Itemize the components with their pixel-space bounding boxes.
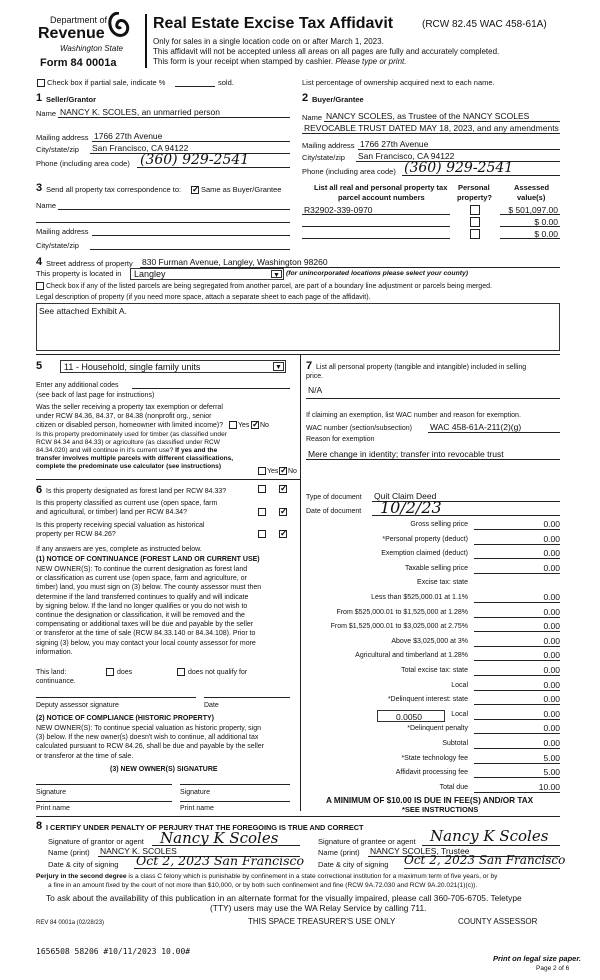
current-use-yes-checkbox[interactable] bbox=[258, 508, 266, 516]
tax-row-label: *State technology fee bbox=[401, 754, 468, 762]
q-exemption-2: under RCW 84.36, 84.37, or 84.38 (nonprofit org., senior bbox=[36, 413, 212, 420]
exemption-no-checkbox[interactable] bbox=[251, 421, 259, 429]
chevron-down-icon[interactable]: ▼ bbox=[273, 362, 284, 371]
local-rate-field[interactable] bbox=[377, 710, 445, 722]
additional-codes-label: Enter any additional codes bbox=[36, 382, 119, 389]
form-statute: (RCW 82.45 WAC 458-61A) bbox=[422, 19, 547, 30]
new-owner-print-2[interactable] bbox=[180, 801, 290, 802]
street-field[interactable]: 830 Furman Avenue, Langley, Washington 98260 bbox=[142, 257, 328, 267]
deputy-date-field[interactable] bbox=[204, 697, 290, 698]
historic-yes-checkbox[interactable] bbox=[258, 530, 266, 538]
segregated-checkbox[interactable] bbox=[36, 282, 44, 290]
notice-continuance-title: (1) NOTICE OF CONTINUANCE (FOREST LAND OR CURRENT USE) bbox=[36, 556, 260, 563]
q-timber-3b: If yes and the bbox=[175, 447, 218, 454]
grantor-name-field[interactable]: NANCY K. SCOLES bbox=[100, 846, 177, 856]
print-legal-note: Print on legal size paper. bbox=[493, 954, 581, 963]
does-label: does bbox=[117, 669, 133, 676]
print-name-label: Print name bbox=[180, 805, 214, 812]
recording-stamp: 1656508 58206 #10/11/2023 10.00# bbox=[36, 947, 191, 956]
doc-date-field[interactable]: 10/2/23 bbox=[380, 498, 442, 517]
historic-no-checkbox[interactable] bbox=[279, 530, 287, 538]
tax-row-field[interactable] bbox=[474, 690, 560, 691]
q-exemption-3: citizen or disabled person, homeowner with limited income)? bbox=[36, 422, 224, 429]
timber-no-checkbox[interactable] bbox=[279, 467, 287, 475]
reason-label: Reason for exemption bbox=[306, 436, 375, 443]
personal-property-checkbox[interactable] bbox=[470, 229, 480, 239]
tax-row-label: *Personal property (deduct) bbox=[382, 535, 468, 543]
new-owner-signature-1[interactable] bbox=[36, 784, 172, 785]
revision-number: REV 84 0001a (02/28/23) bbox=[36, 920, 105, 926]
partial-sale-label: Check box if partial sale, indicate % bbox=[47, 78, 166, 87]
deputy-signature-field[interactable] bbox=[36, 697, 196, 698]
notice-continuance-line: compensating or additional taxes will be due and payable by the seller bbox=[36, 621, 254, 629]
section-7-text2: price. bbox=[306, 373, 324, 380]
seller-mail-label: Mailing address bbox=[36, 133, 89, 142]
notice-continuance-line: determine if the land transferred continues to qualify and will indicate bbox=[36, 593, 249, 601]
notice-compliance-title: (2) NOTICE OF COMPLIANCE (HISTORIC PROPERTY) bbox=[36, 715, 214, 722]
header-note-3: This form is your receipt when stamped by cashier. bbox=[153, 57, 334, 66]
section-3-city-label: City/state/zip bbox=[36, 241, 79, 250]
doc-type-field[interactable]: Quit Claim Deed bbox=[374, 491, 437, 501]
tax-row-value: 0.00 bbox=[543, 708, 560, 719]
tax-row-field[interactable] bbox=[474, 646, 560, 647]
partial-sale-checkbox[interactable] bbox=[37, 79, 45, 87]
new-owner-signature-2[interactable] bbox=[180, 784, 290, 785]
tax-row-label: Local bbox=[451, 681, 468, 689]
certify-statement: I CERTIFY UNDER PENALTY OF PERJURY THAT THE FOREGOING IS TRUE AND CORRECT bbox=[46, 823, 364, 832]
parcels-col-2b: property? bbox=[457, 193, 493, 202]
buyer-name-label: Name bbox=[302, 113, 323, 122]
tax-row-field[interactable] bbox=[474, 573, 560, 574]
tax-row-field[interactable] bbox=[474, 558, 560, 559]
section-3-mail-field[interactable] bbox=[92, 235, 290, 236]
notice-continuance-line: or classification as current use (open space, farm and agriculture, or bbox=[36, 575, 247, 583]
form-number: Form 84 0001a bbox=[40, 57, 117, 69]
located-label: This property is located in bbox=[36, 269, 122, 278]
tax-row-field[interactable] bbox=[474, 602, 560, 603]
tax-row-value: 5.00 bbox=[543, 752, 560, 763]
legal-description-text: See attached Exhibit A. bbox=[39, 306, 127, 316]
notice-continuance-line: NEW OWNER(S): To continue the current designation as forest land bbox=[36, 566, 248, 573]
notice-continuance-line: timber) land, you must sign on (3) below. The county assessor must then bbox=[36, 584, 262, 592]
exemption-label: If claiming an exemption, list WAC number and reason for exemption. bbox=[306, 412, 521, 419]
section-4-number: 4 bbox=[36, 256, 43, 268]
q-timber-5: complete the predominate use calculator (see instructions) bbox=[36, 463, 222, 470]
tax-row-label: Agricultural and timberland at 1.28% bbox=[355, 652, 468, 660]
section-8-number: 8 bbox=[36, 820, 43, 832]
buyer-city-field[interactable]: San Francisco, CA 94122 bbox=[358, 151, 455, 161]
tax-row-label: Less than $525,000.01 at 1.1% bbox=[371, 594, 468, 601]
q-timber-1: Is this property predominately used for timber (as classified under bbox=[36, 431, 227, 438]
parcels-col-1: List all real and personal property tax bbox=[314, 183, 448, 192]
same-as-buyer-checkbox[interactable] bbox=[191, 186, 199, 194]
section-7-number: 7 bbox=[306, 360, 313, 372]
tax-row-label: Total due bbox=[439, 783, 468, 791]
page-number: Page 2 of 6 bbox=[536, 965, 570, 972]
county-assessor-label: COUNTY ASSESSOR bbox=[458, 917, 538, 926]
partial-sale-percent[interactable] bbox=[175, 86, 215, 87]
grantee-signature-field[interactable]: Nancy K Scoles bbox=[430, 827, 549, 845]
buyer-mail-field[interactable]: 1766 27th Avenue bbox=[360, 139, 429, 149]
wac-field[interactable]: WAC 458-61A-211(2)(g) bbox=[430, 422, 522, 432]
grantee-sig-label: Signature of grantee or agent bbox=[318, 837, 416, 846]
does-not-label: does not qualify for bbox=[188, 669, 248, 676]
tax-row-label: Local bbox=[451, 710, 468, 718]
seller-name-field[interactable]: NANCY K. SCOLES, an unmarried person bbox=[60, 107, 220, 117]
minimum-due-note: A MINIMUM OF $10.00 IS DUE IN FEE(S) AND/OR TAX bbox=[326, 796, 534, 805]
section-3-number: 3 bbox=[36, 182, 43, 194]
same-as-buyer-label: Same as Buyer/Grantee bbox=[201, 185, 282, 194]
dor-logo bbox=[36, 12, 136, 70]
does-checkbox[interactable] bbox=[106, 668, 114, 676]
grantor-date-label: Date & city of signing bbox=[48, 860, 119, 869]
tax-row-field[interactable] bbox=[474, 617, 560, 618]
deputy-date-label: Date bbox=[204, 702, 219, 709]
yes-label: Yes bbox=[238, 422, 250, 429]
q-timber-4: transfer involves multiple parcels with different classifications, bbox=[36, 455, 234, 462]
grantor-date-field[interactable]: Oct 2, 2023 San Francisco bbox=[136, 853, 305, 868]
continuance-label: continuance. bbox=[36, 678, 76, 685]
tax-row-value: 0.00 bbox=[543, 519, 560, 529]
grantor-signature-field[interactable]: Nancy K Scoles bbox=[160, 829, 279, 847]
tax-row-field[interactable] bbox=[474, 748, 560, 749]
grantor-sig-label: Signature of grantor or agent bbox=[48, 837, 144, 846]
notice-continuance-line: by signing below. If the land no longer qualifies or you do not wish to bbox=[36, 602, 248, 610]
tax-row-label: Taxable selling price bbox=[404, 564, 468, 572]
tax-row-label: From $1,525,000.01 to $3,025,000 at 2.75% bbox=[330, 623, 468, 631]
tax-row-field[interactable] bbox=[474, 675, 560, 676]
parcel-number-field[interactable] bbox=[302, 238, 450, 239]
dor-swirl-icon bbox=[108, 12, 130, 38]
header-note-3-em: Please type or print. bbox=[335, 57, 407, 66]
tax-row-value: 0.00 bbox=[543, 621, 560, 632]
forest-yes-checkbox[interactable] bbox=[258, 485, 266, 493]
parcels-col-3: Assessed bbox=[514, 183, 550, 192]
tax-row-value: 0.00 bbox=[543, 562, 560, 573]
tax-row-value: 10.00 bbox=[538, 781, 560, 792]
perjury-bold: Perjury in the second degree bbox=[36, 873, 127, 880]
dept-of-text: Department of bbox=[50, 15, 108, 25]
buyer-name-field-2[interactable]: REVOCABLE TRUST DATED MAY 18, 2023, and any amendments bbox=[304, 123, 559, 133]
assessed-value-field[interactable]: $ 0.00 bbox=[534, 217, 558, 227]
additional-codes-field[interactable] bbox=[132, 388, 290, 389]
if-yes-note: If any answers are yes, complete as instructed below. bbox=[36, 546, 202, 553]
section-3-mail-label: Mailing address bbox=[36, 227, 89, 236]
doc-type-label: Type of document bbox=[306, 494, 362, 501]
q-timber-2: RCW 84.34 and 84.33) or agriculture (as classified under RCW bbox=[36, 439, 220, 446]
notice-compliance-line: NEW OWNER(S): To continue special valuation as historic property, sign bbox=[36, 725, 261, 732]
revenue-text: Revenue bbox=[38, 25, 105, 42]
seller-mail-field[interactable]: 1766 27th Avenue bbox=[94, 131, 163, 141]
signature-label: Signature bbox=[180, 789, 210, 796]
seller-phone-label: Phone (including area code) bbox=[36, 159, 130, 168]
street-label: Street address of property bbox=[46, 259, 133, 268]
state-text: Washington State bbox=[60, 44, 124, 53]
q-timber-3: 84.34.020) and will continue in it's current use? bbox=[36, 447, 174, 454]
section-6-number: 6 bbox=[36, 484, 43, 496]
no-label: No bbox=[288, 468, 297, 475]
wac-label: WAC number (section/subsection) bbox=[306, 425, 412, 432]
tax-row-label: Total excise tax: state bbox=[401, 667, 468, 674]
notice-compliance-line: (3) below. If the new owner(s) doesn't wish to continue, all additional tax bbox=[36, 734, 259, 742]
ownership-note: List percentage of ownership acquired next to each name. bbox=[302, 78, 495, 87]
tax-row-value: 0.00 bbox=[543, 635, 560, 646]
notice-compliance-line: calculated pursuant to RCW 84.26, shall be due and payable by the seller bbox=[36, 743, 265, 751]
section-5-number: 5 bbox=[36, 360, 43, 372]
signature-label: Signature bbox=[36, 789, 66, 796]
q-forest: Is this property designated as forest land per RCW 84.33? bbox=[46, 488, 227, 495]
tax-row-value: 0.00 bbox=[543, 665, 560, 675]
timber-yes-checkbox[interactable] bbox=[258, 467, 266, 475]
section-3-city-field[interactable] bbox=[90, 249, 290, 250]
legal-label: Legal description of property (if you need more space, attach a separate sheet to each page of the affidavit). bbox=[36, 294, 371, 301]
parcels-col-1b: parcel account numbers bbox=[338, 193, 425, 202]
buyer-heading: Buyer/Grantee bbox=[312, 95, 364, 104]
section-7-text: List all personal property (tangible and intangible) included in selling bbox=[316, 364, 527, 371]
perjury-line-1: is a class C felony which is punishable by confinement in a state correctional institution for a maximum term of five years, or by bbox=[128, 873, 498, 880]
section-3-name-field[interactable] bbox=[58, 209, 290, 210]
section-3-name-label: Name bbox=[36, 201, 57, 210]
print-name-label: Print name bbox=[36, 805, 70, 812]
buyer-phone-label: Phone (including area code) bbox=[302, 167, 396, 176]
use-code-value: 11 - Household, single family units bbox=[64, 362, 201, 372]
tax-row-label: Subtotal bbox=[442, 740, 468, 747]
current-use-no-checkbox[interactable] bbox=[279, 508, 287, 516]
doc-date-label: Date of document bbox=[306, 508, 362, 515]
new-owner-signature-title: (3) NEW OWNER(S) SIGNATURE bbox=[110, 766, 218, 773]
tax-row-value: 0.00 bbox=[543, 650, 560, 661]
tax-row-field[interactable] bbox=[474, 763, 560, 764]
legal-description-field[interactable] bbox=[36, 303, 560, 351]
tax-row-field[interactable] bbox=[474, 660, 560, 661]
reason-field[interactable]: Mere change in identity; transfer into revocable trust bbox=[308, 449, 504, 459]
seller-heading: Seller/Grantor bbox=[46, 95, 97, 104]
q-historic-1: Is this property receiving special valuation as historical bbox=[36, 522, 205, 529]
grantee-date-label: Date & city of signing bbox=[318, 860, 389, 869]
location-select-value: Langley bbox=[134, 269, 166, 279]
tax-row-value: 0.00 bbox=[543, 738, 560, 748]
see-instructions: *SEE INSTRUCTIONS bbox=[402, 805, 479, 814]
tax-row-label: From $525,000.01 to $1,525,000 at 1.28% bbox=[336, 608, 468, 616]
notice-continuance-line: continue the designation or classification, it will be removed and the bbox=[36, 612, 245, 619]
no-label: No bbox=[260, 422, 269, 429]
this-land-label: This land: bbox=[36, 669, 67, 676]
tax-row-field[interactable] bbox=[474, 544, 560, 545]
q-exemption-1: Was the seller receiving a property tax exemption or deferral bbox=[36, 404, 223, 411]
yes-label: Yes bbox=[267, 468, 279, 475]
tax-row-field[interactable] bbox=[474, 792, 560, 793]
see-back-note: (see back of last page for instructions) bbox=[36, 392, 155, 399]
notice-continuance-line: signing (3) below, you may contact your local county assessor for more bbox=[36, 639, 256, 647]
buyer-section-number: 2 bbox=[302, 92, 309, 104]
located-note: (for unincorporated locations please select your county) bbox=[286, 270, 469, 277]
q-historic-2: property per RCW 84.26? bbox=[36, 531, 116, 538]
tax-row-field[interactable] bbox=[474, 631, 560, 632]
tax-row-label: *Delinquent interest: state bbox=[387, 696, 468, 704]
section-3-text: Send all property tax correspondence to: bbox=[46, 185, 182, 194]
q-current-use-2: and agricultural, or timber) land per RCW 84.34? bbox=[36, 509, 187, 516]
parcel-number-text: R32902-339-0970 bbox=[304, 205, 373, 215]
personal-property-checkbox[interactable] bbox=[470, 217, 480, 227]
seller-city-field[interactable]: San Francisco, CA 94122 bbox=[92, 143, 189, 153]
notice-compliance-line: or transferor at the time of sale. bbox=[36, 752, 134, 760]
tax-row-label: Above $3,025,000 at 3% bbox=[391, 637, 468, 645]
header-note-2: This affidavit will not be accepted unless all areas on all pages are fully and accurately completed. bbox=[153, 47, 500, 56]
buyer-city-label: City/state/zip bbox=[302, 153, 345, 162]
tax-row-label: Affidavit processing fee bbox=[395, 769, 468, 777]
alt-format-line-2: (TTY) users may use the WA Relay Service by calling 711. bbox=[210, 903, 427, 913]
q-current-use-1: Is this property classified as current use (open space, farm bbox=[36, 500, 218, 507]
grantor-name-label: Name (print) bbox=[48, 848, 90, 857]
tax-row-value: 5.00 bbox=[543, 767, 560, 778]
tax-row-field[interactable] bbox=[474, 704, 560, 705]
seller-city-label: City/state/zip bbox=[36, 145, 79, 154]
local-rate-value: 0.0050 bbox=[396, 712, 422, 722]
personal-property-field[interactable]: N/A bbox=[308, 385, 323, 395]
tax-row-value: 0.00 bbox=[543, 679, 560, 690]
partial-sale-sold: sold. bbox=[218, 78, 234, 87]
notice-continuance-line: or transferor at the time of sale (RCW 84.33.140 or 84.34.108). Prior to bbox=[36, 630, 256, 638]
grantee-date-field[interactable]: Oct 2, 2023 San Francisco bbox=[404, 853, 566, 867]
form-title: Real Estate Excise Tax Affidavit bbox=[153, 15, 394, 32]
personal-property-checkbox[interactable] bbox=[470, 205, 480, 215]
notice-continuance-line: information. bbox=[36, 648, 73, 656]
tax-row-field[interactable] bbox=[474, 529, 560, 530]
forest-no-checkbox[interactable] bbox=[279, 485, 287, 493]
tax-row-value: 0.00 bbox=[543, 694, 560, 705]
tax-row-value: 0.00 bbox=[543, 592, 560, 602]
tax-row-value: 0.00 bbox=[543, 606, 560, 617]
parcels-col-2: Personal bbox=[458, 183, 490, 192]
location-select[interactable] bbox=[130, 268, 284, 280]
parcels-col-3b: value(s) bbox=[517, 193, 546, 202]
tax-row-value: 0.00 bbox=[543, 533, 560, 544]
chevron-down-icon[interactable]: ▼ bbox=[271, 270, 282, 278]
grantee-name-label: Name (print) bbox=[318, 848, 360, 857]
segregated-label: Check box if any of the listed parcels are being segregated from another parcel, are part of a boundary line adjustment or parcels being merged. bbox=[46, 283, 492, 290]
assessed-value-field[interactable]: $ 0.00 bbox=[534, 229, 558, 239]
grantee-name-field[interactable]: NANCY SCOLES, Trustee bbox=[370, 846, 470, 856]
use-code-select[interactable] bbox=[60, 360, 286, 373]
seller-section-number: 1 bbox=[36, 92, 43, 104]
tax-row-field[interactable] bbox=[474, 719, 560, 720]
tax-row-value: 0.00 bbox=[543, 723, 560, 734]
tax-row-value: 0.00 bbox=[543, 548, 560, 559]
assessed-value-field[interactable]: $ 501,097.00 bbox=[508, 205, 558, 215]
buyer-mail-label: Mailing address bbox=[302, 141, 355, 150]
buyer-name-field-1[interactable]: NANCY SCOLES, as Trustee of the NANCY SCOLES bbox=[326, 111, 530, 121]
buyer-phone-field[interactable]: (360) 929-2541 bbox=[404, 160, 514, 176]
does-not-checkbox[interactable] bbox=[177, 668, 185, 676]
deputy-label: Deputy assessor signature bbox=[36, 702, 119, 709]
seller-phone-field[interactable]: (360) 929-2541 bbox=[140, 152, 250, 168]
tax-row-field[interactable] bbox=[474, 777, 560, 778]
exemption-yes-checkbox[interactable] bbox=[229, 421, 237, 429]
seller-name-label: Name bbox=[36, 109, 57, 118]
parcel-number-field[interactable] bbox=[302, 226, 450, 227]
tax-row-label: *Delinquent penalty bbox=[407, 725, 468, 733]
tax-row-field[interactable] bbox=[474, 733, 560, 734]
alt-format-line-1: To ask about the availability of this publication in an alternate format for the visually impaired, please call 360-705-6705. Teletype bbox=[46, 893, 522, 903]
header-note-1: Only for sales in a single location code on or after March 1, 2023. bbox=[153, 37, 384, 46]
tax-row-label: Exemption claimed (deduct) bbox=[381, 550, 468, 558]
tax-row-label: Excise tax: state bbox=[417, 579, 468, 587]
treasurer-use-label: THIS SPACE TREASURER'S USE ONLY bbox=[248, 917, 396, 926]
perjury-line-2: a fine in an amount fixed by the court of not more than $10,000, or by both such confinement and fine (RCW 9A.72.030 and RCW 9A.20.021(1)(c)). bbox=[48, 882, 478, 889]
tax-row-label: Gross selling price bbox=[410, 521, 468, 528]
new-owner-print-1[interactable] bbox=[36, 801, 172, 802]
